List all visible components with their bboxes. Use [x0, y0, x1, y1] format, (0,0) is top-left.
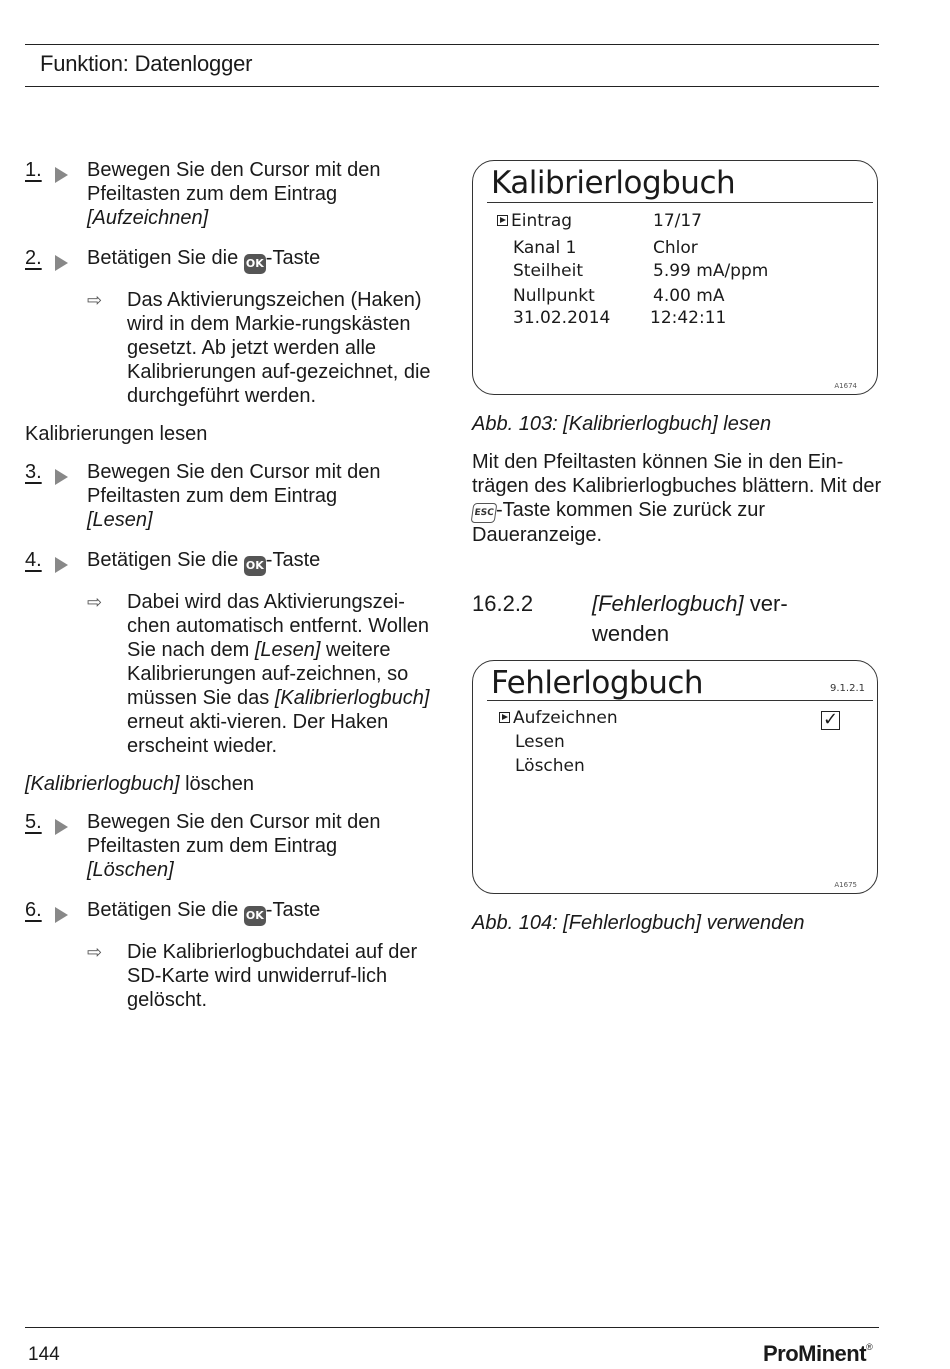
result-arrow-icon: ⇨: [87, 942, 103, 962]
menu-item-aufzeichnen[interactable]: [499, 708, 618, 728]
step-number: 3.: [25, 460, 75, 484]
step-3: [25, 460, 440, 532]
menu-entry-ref: [Kalibrierlogbuch]: [25, 773, 180, 795]
section-title-text: ver-wenden: [592, 591, 788, 646]
page-header-title: Funktion: Datenlogger: [40, 51, 253, 76]
result-text: Das Aktivierungszeichen (Haken) wird in dem Markie-rungskästen gesetzt. Ab jetzt werden alle Kalibrierungen auf-gezeichnet, die durchgeführt werden.: [127, 289, 431, 407]
footer-rule: [25, 1327, 879, 1328]
step-arrow-icon: [55, 469, 68, 485]
paragraph-text: Mit den Pfeiltasten können Sie in den Ein-trägen des Kalibrierlogbuches blättern. Mit der: [472, 451, 882, 497]
display-version: 9.1.2.1: [830, 683, 865, 694]
display-value: 17/17: [653, 211, 702, 231]
menu-item-label: Aufzeichnen: [513, 708, 618, 728]
display-title-rule: [487, 202, 873, 203]
result-text: Die Kalibrierlogbuchdatei auf der SD-Karte wird unwiderruf-lich gelöscht.: [127, 941, 418, 1011]
step-arrow-icon: [55, 557, 68, 573]
display-value: 4.00 mA: [653, 286, 725, 306]
kalibrierlogbuch-display: [472, 160, 878, 395]
step-text: Bewegen Sie den Cursor mit den Pfeiltasten zum dem Eintrag: [87, 461, 381, 507]
display-row-label: Steilheit: [513, 261, 583, 281]
result-text: weitere Kalibrierungen auf-zeichnen, so müssen Sie das: [127, 639, 409, 709]
result-text: Dabei wird das Aktivierungszei-chen automatisch entfernt. Wollen Sie nach dem: [127, 591, 430, 661]
figure-caption-103: Abb. 103: [Kalibrierlogbuch] lesen: [472, 413, 772, 435]
left-column: [25, 158, 440, 1026]
display-value: 5.99 mA/ppm: [653, 261, 769, 281]
cursor-icon: [499, 712, 510, 723]
step-number: 5.: [25, 810, 75, 834]
display-row-label: Nullpunkt: [513, 286, 595, 306]
step-arrow-icon: [55, 819, 68, 835]
page-number: 144: [28, 1344, 60, 1365]
display-row-eintrag: [497, 211, 572, 231]
menu-entry-ref: [Aufzeichnen]: [87, 207, 209, 229]
subheading-text: löschen: [179, 773, 255, 795]
step-text-suffix: -Taste: [265, 549, 321, 571]
subheading-kalibrierungen-lesen: Kalibrierungen lesen: [25, 423, 208, 445]
paragraph-text: -Taste kommen Sie zurück zur Daueranzeige.: [472, 499, 765, 546]
menu-entry-ref: [Lesen]: [87, 509, 153, 531]
step-number: 2.: [25, 246, 75, 270]
ok-key-icon: OK: [244, 556, 266, 576]
display-title: Fehlerlogbuch: [491, 665, 704, 701]
display-row-time: 12:42:11: [650, 308, 727, 328]
figure-caption-104: Abb. 104: [Fehlerlogbuch] verwenden: [472, 912, 805, 934]
step-1: [25, 158, 440, 230]
subheading-kalibrierlogbuch-loeschen: [25, 772, 440, 796]
step-number: 6.: [25, 898, 75, 922]
right-column: [472, 160, 882, 935]
result-2: [25, 590, 440, 758]
display-row-date: 31.02.2014: [513, 308, 611, 328]
step-text: Betätigen Sie die: [87, 549, 244, 571]
paragraph-scroll-info: [472, 450, 882, 547]
result-arrow-icon: ⇨: [87, 592, 103, 612]
step-number: 4.: [25, 548, 75, 572]
menu-item-lesen[interactable]: Lesen: [515, 732, 565, 752]
menu-entry-ref: [Fehlerlogbuch]: [592, 591, 744, 616]
result-arrow-icon: ⇨: [87, 290, 103, 310]
step-5: [25, 810, 440, 882]
step-2: [25, 246, 440, 274]
cursor-icon: [497, 215, 508, 226]
figure-code: A1674: [834, 382, 857, 390]
result-3: [25, 940, 440, 1012]
display-title: Kalibrierlogbuch: [491, 165, 736, 201]
registered-mark: ®: [866, 1342, 873, 1352]
step-text: Betätigen Sie die: [87, 899, 244, 921]
fehlerlogbuch-display: [472, 660, 878, 894]
step-4: [25, 548, 440, 576]
checkbox-checked-icon[interactable]: ✓: [822, 709, 839, 730]
ok-key-icon: OK: [244, 254, 266, 274]
step-text: Betätigen Sie die: [87, 247, 244, 269]
menu-entry-ref: [Löschen]: [87, 859, 174, 881]
step-6: [25, 898, 440, 926]
display-row-label: Kanal 1: [513, 238, 577, 258]
step-arrow-icon: [55, 907, 68, 923]
display-value: Chlor: [653, 238, 698, 258]
header-bottom-rule: [25, 86, 879, 87]
prominent-logo: [763, 1341, 872, 1367]
display-title-rule: [487, 700, 873, 701]
menu-entry-ref: [Kalibrierlogbuch]: [274, 687, 430, 709]
result-1: [25, 288, 440, 408]
step-arrow-icon: [55, 255, 68, 271]
menu-item-loeschen[interactable]: Löschen: [515, 756, 585, 776]
section-title: [592, 589, 852, 649]
step-text-suffix: -Taste: [265, 247, 321, 269]
result-text: erneut akti-vieren. Der Haken erscheint wieder.: [127, 711, 389, 757]
step-number: 1.: [25, 158, 75, 182]
header-top-rule: [25, 44, 879, 45]
step-text-suffix: -Taste: [265, 899, 321, 921]
figure-code: A1675: [834, 881, 857, 889]
esc-key-icon: ESC: [471, 503, 498, 523]
section-number: 16.2.2: [472, 591, 534, 616]
step-text: Bewegen Sie den Cursor mit den Pfeiltasten zum dem Eintrag: [87, 811, 381, 857]
section-heading-16-2-2: [472, 589, 882, 651]
menu-entry-ref: [Lesen]: [254, 639, 321, 661]
ok-key-icon: OK: [244, 906, 266, 926]
row-label: Eintrag: [511, 211, 573, 231]
step-arrow-icon: [55, 167, 68, 183]
step-text: Bewegen Sie den Cursor mit den Pfeiltasten zum dem Eintrag: [87, 159, 381, 205]
logo-text: ProMinent: [763, 1341, 867, 1366]
